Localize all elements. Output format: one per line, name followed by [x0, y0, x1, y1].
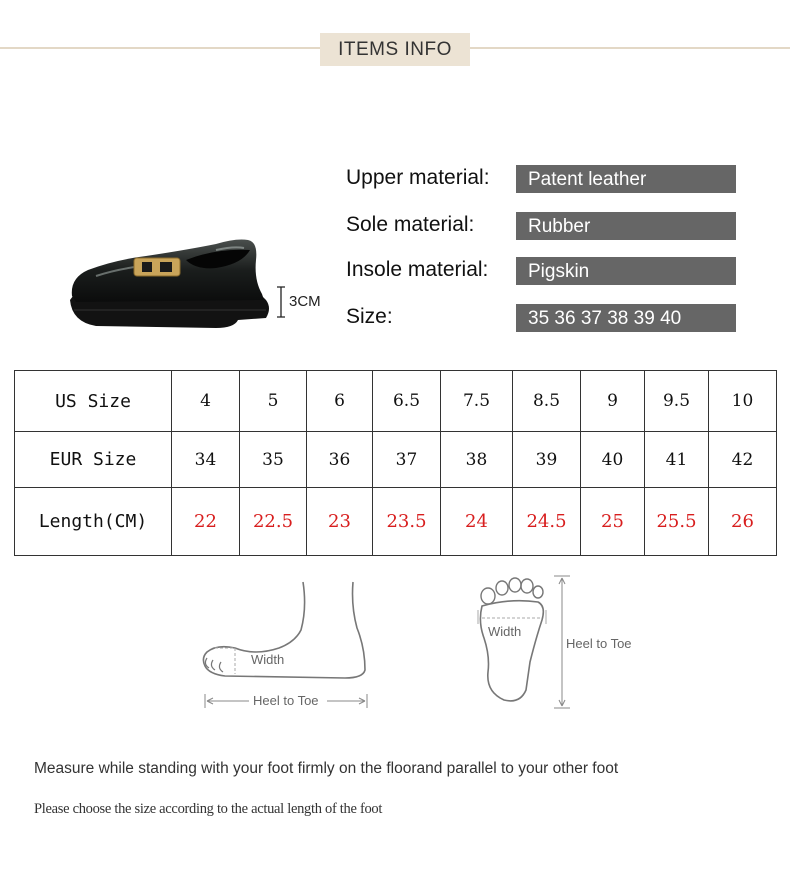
items-info-title: ITEMS INFO — [320, 33, 470, 66]
spec-value-upper: Patent leather — [516, 165, 736, 193]
row-header-eur: EUR Size — [15, 432, 172, 488]
spec-value-size: 35 36 37 38 39 40 — [516, 304, 736, 332]
heel-height-label: 3CM — [289, 293, 321, 310]
table-cell: 34 — [172, 432, 240, 488]
table-cell: 24.5 — [513, 488, 581, 556]
sole-width-label: Width — [488, 624, 522, 639]
table-cell: 23.5 — [373, 488, 441, 556]
spec-label-sole: Sole material: — [346, 213, 475, 236]
measure-instruction: Measure while standing with your foot firmly on the floorand parallel to your other foot — [34, 760, 619, 777]
spec-label-upper: Upper material: — [346, 166, 490, 189]
table-cell: 9.5 — [645, 371, 709, 432]
table-cell: 25.5 — [645, 488, 709, 556]
spec-value-insole: Pigskin — [516, 257, 736, 285]
table-cell: 25 — [581, 488, 645, 556]
table-cell: 39 — [513, 432, 581, 488]
table-cell: 10 — [709, 371, 777, 432]
header-line-right — [470, 47, 790, 49]
table-cell: 4 — [172, 371, 240, 432]
table-cell: 7.5 — [441, 371, 513, 432]
table-cell: 6.5 — [373, 371, 441, 432]
row-header-us: US Size — [15, 371, 172, 432]
row-header-length: Length(CM) — [15, 488, 172, 556]
table-cell: 22.5 — [240, 488, 307, 556]
heel-height-bracket-icon — [275, 286, 287, 318]
table-row-us — [15, 371, 777, 432]
table-cell: 37 — [373, 432, 441, 488]
table-cell: 5 — [240, 371, 307, 432]
table-cell: 22 — [172, 488, 240, 556]
table-cell: 36 — [307, 432, 373, 488]
spec-label-size: Size: — [346, 305, 393, 328]
side-length-label: Heel to Toe — [253, 693, 319, 708]
table-cell: 42 — [709, 432, 777, 488]
size-choice-instruction: Please choose the size according to the actual length of the foot — [34, 801, 383, 817]
table-cell: 24 — [441, 488, 513, 556]
table-row-eur — [15, 432, 777, 488]
table-cell: 23 — [307, 488, 373, 556]
table-cell: 41 — [645, 432, 709, 488]
foot-sole-diagram — [470, 572, 670, 712]
table-cell: 6 — [307, 371, 373, 432]
table-cell: 40 — [581, 432, 645, 488]
table-cell: 35 — [240, 432, 307, 488]
sole-length-label: Heel to Toe — [566, 636, 632, 651]
table-cell: 38 — [441, 432, 513, 488]
table-row-length — [15, 488, 777, 556]
size-chart-table — [14, 370, 777, 556]
table-cell: 8.5 — [513, 371, 581, 432]
foot-side-diagram — [195, 578, 380, 718]
spec-value-sole: Rubber — [516, 212, 736, 240]
loafer-shoe-image — [66, 230, 276, 345]
table-cell: 26 — [709, 488, 777, 556]
spec-label-insole: Insole material: — [346, 258, 489, 281]
header-line-left — [0, 47, 320, 49]
table-cell: 9 — [581, 371, 645, 432]
side-width-label: Width — [251, 652, 285, 667]
